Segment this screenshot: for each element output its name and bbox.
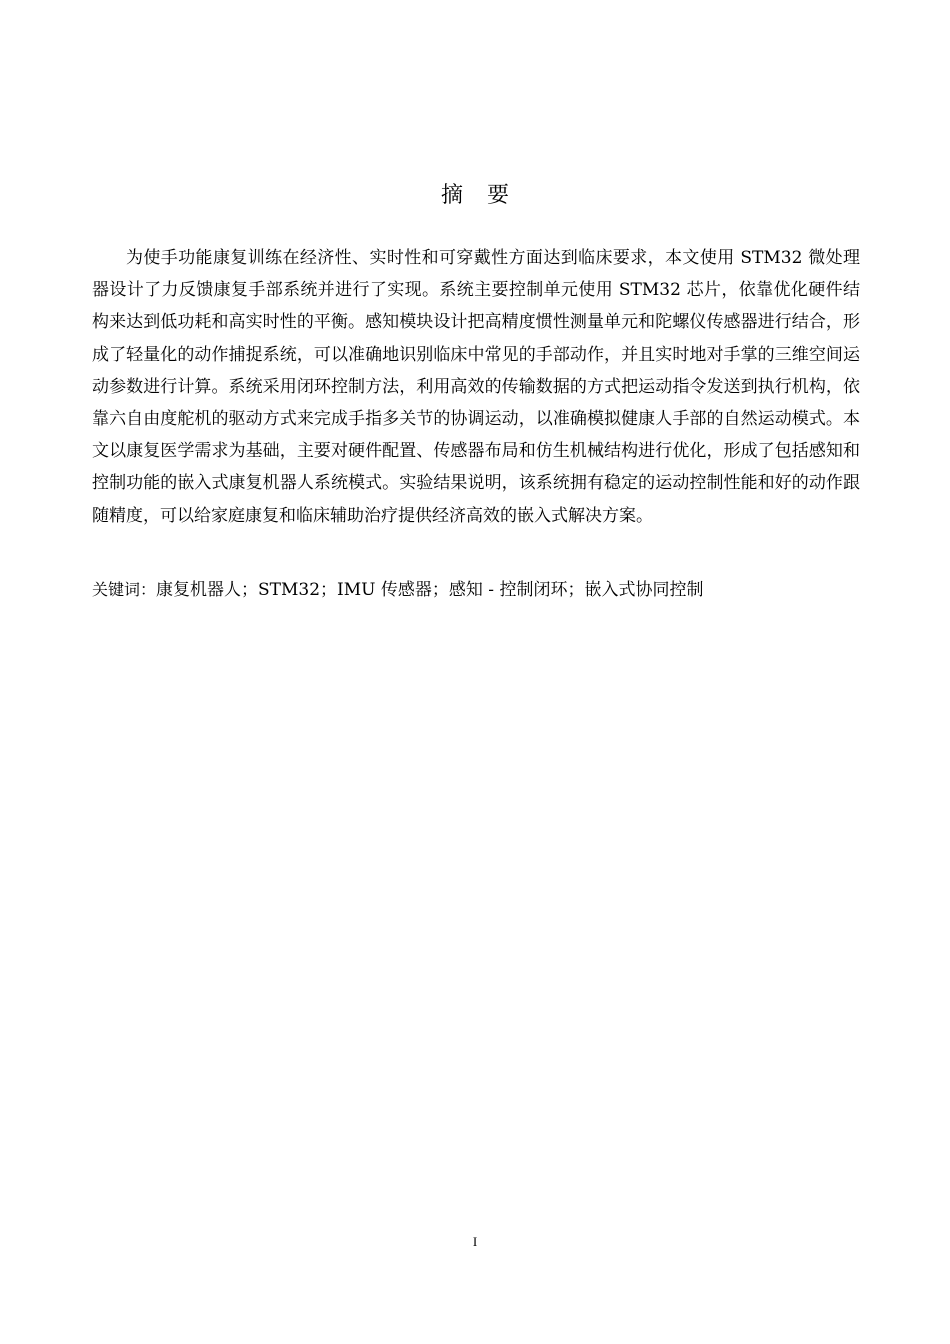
- abstract-title: 摘要: [440, 183, 533, 208]
- page-number: I: [472, 1234, 478, 1249]
- keywords-line: [92, 574, 860, 606]
- keywords-list: 康复机器人；STM32；IMU 传感器；感知 - 控制闭环；嵌入式协同控制: [156, 580, 704, 600]
- abstract-body: 为使手功能康复训练在经济性、实时性和可穿戴性方面达到临床要求，本文使用 STM32 微处理器设计了力反馈康复手部系统并进行了实现。系统主要控制单元使用 STM32 芯片，依靠优化硬件结构来达到低功耗和高实时性的平衡。感知模块设计把高精度惯性测量单元和陀螺仪传感器进行结合，形成了轻量化的动作捕捉系统，可以准确地识别临床中常见的手部动作，并且实时地对手掌的三维空间运动参数进行计算。系统采用闭环控制方法，利用高效的传输数据的方式把运动指令发送到执行机构，依靠六自由度舵机的驱动方式来完成手指多关节的协调运动，以准确模拟健康人手部的自然运动模式。本文以康复医学需求为基础，主要对硬件配置、传感器布局和仿生机械结构进行优化，形成了包括感知和控制功能的嵌入式康复机器人系统模式。实验结果说明，该系统拥有稳定的运动控制性能和好的动作跟随精度，可以给家庭康复和临床辅助治疗提供经济高效的嵌入式解决方案。: [92, 248, 860, 526]
- keywords-label: 关键词：: [92, 580, 157, 599]
